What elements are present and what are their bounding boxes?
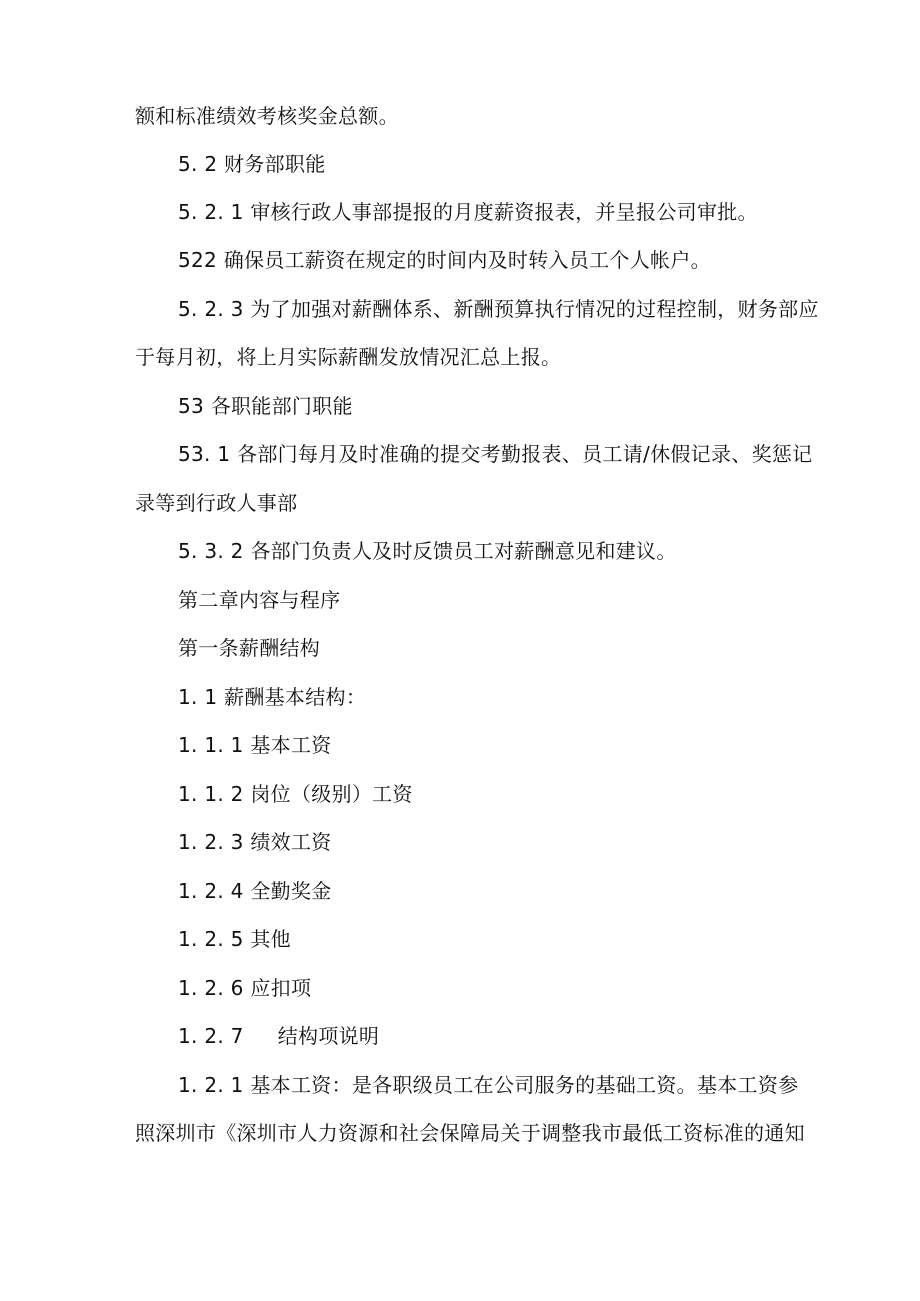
- list-item: 1. 1 薪酬基本结构：: [178, 685, 367, 709]
- paragraph-line: 5. 2. 3 为了加强对薪酬体系、新酬预算执行情况的过程控制，财务部应: [178, 297, 819, 321]
- paragraph-line: 53. 1 各部门每月及时准确的提交考勤报表、员工请/休假记录、奖惩记: [178, 442, 813, 466]
- list-item: [178, 1023, 379, 1049]
- section-heading: 5. 2 财务部职能: [178, 152, 326, 176]
- paragraph-line: 522 确保员工薪资在规定的时间内及时转入员工个人帐户。: [178, 248, 711, 272]
- list-item: 1. 2. 5 其他: [178, 927, 291, 951]
- list-item-label: 结构项说明: [277, 1024, 380, 1048]
- list-item: 1. 1. 2 岗位（级别）工资: [178, 782, 413, 806]
- paragraph-line: 照深圳市《深圳市人力资源和社会保障局关于调整我市最低工资标准的通知: [135, 1121, 805, 1145]
- paragraph-line: 录等到行政人事部: [135, 491, 298, 515]
- section-heading: 53 各职能部门职能: [178, 394, 353, 418]
- paragraph-line: 5. 3. 2 各部门负责人及时反馈员工对薪酬意见和建议。: [178, 539, 677, 563]
- list-item: 1. 1. 1 基本工资: [178, 733, 332, 757]
- paragraph-line: 于每月初，将上月实际薪酬发放情况汇总上报。: [135, 345, 562, 369]
- chapter-heading: 第二章内容与程序: [178, 588, 341, 612]
- article-heading: 第一条薪酬结构: [178, 636, 321, 660]
- list-item: 1. 2. 6 应扣项: [178, 976, 312, 1000]
- paragraph-line: 1. 2. 1 基本工资：是各职级员工在公司服务的基础工资。基本工资参: [178, 1073, 799, 1097]
- list-item: 1. 2. 3 绩效工资: [178, 830, 332, 854]
- list-item-number: 1. 2. 7: [178, 1024, 244, 1048]
- paragraph-line: 额和标准绩效考核奖金总额。: [135, 104, 399, 128]
- paragraph-line: 5. 2. 1 审核行政人事部提报的月度薪资报表，并呈报公司审批。: [178, 200, 758, 224]
- list-item: 1. 2. 4 全勤奖金: [178, 879, 332, 903]
